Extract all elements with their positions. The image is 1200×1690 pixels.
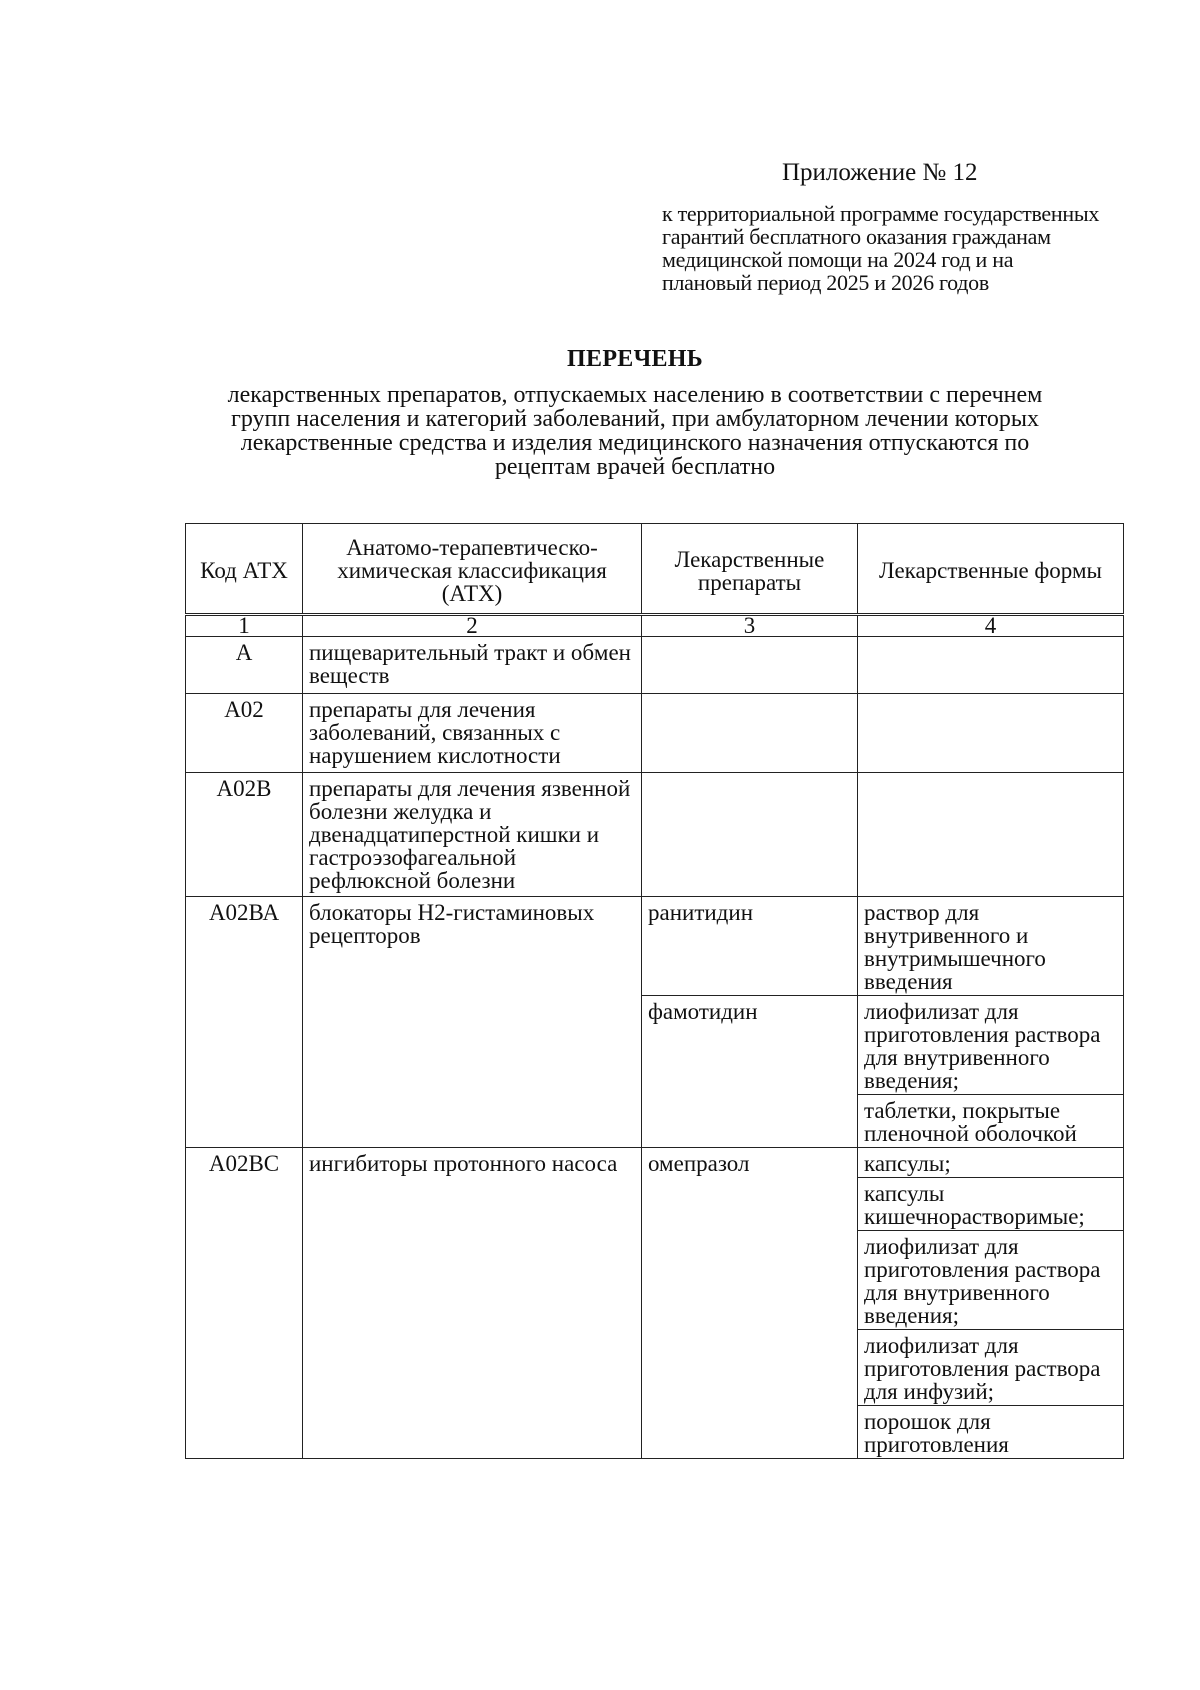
header-code: Код АТХ (186, 524, 303, 615)
drug-form: капсулы кишечнорастворимые; (858, 1177, 1123, 1230)
table-row (186, 637, 1124, 694)
table-row (186, 773, 1124, 897)
document-subtitle: лекарственных препаратов, отпускаемых населению в соответствии с перечнем групп населения и категорий заболеваний, при амбулаторном лечении которых лекарственные средства и изделия медицинского назначения отпускаются по рецептам врачей бесплатно (227, 382, 1043, 480)
drug-name: омепразол (642, 1148, 858, 1459)
atc-classification: блокаторы Н2-гистаминовых рецепторов (303, 897, 642, 1148)
header-forms: Лекарственные формы (858, 524, 1124, 615)
drug-form: порошок для приготовления (858, 1405, 1123, 1458)
document-title: ПЕРЕЧЕНЬ (567, 346, 703, 372)
atc-code: А (186, 637, 303, 694)
drug-name: ранитидин (642, 897, 858, 996)
atc-code: А02 (186, 694, 303, 773)
table-row (186, 1148, 1124, 1459)
drug-name (642, 637, 858, 694)
header-drugs: Лекарственные препараты (642, 524, 858, 615)
column-number: 2 (303, 615, 642, 637)
drug-forms-cell (858, 996, 1124, 1148)
drug-form: лиофилизат для приготовления раствора для внутривенного введения; (864, 999, 1101, 1093)
atc-classification: пищеварительный тракт и обмен веществ (303, 637, 642, 694)
drug-form: раствор для внутривенного и внутримышечного введения (864, 900, 1046, 994)
drug-form: таблетки, покрытые пленочной оболочкой (858, 1094, 1123, 1147)
drug-form: лиофилизат для приготовления раствора для внутривенного введения; (858, 1230, 1123, 1329)
table-row (186, 897, 1124, 996)
drug-form (858, 694, 1124, 773)
drug-forms-cell (858, 1148, 1124, 1459)
drug-name: фамотидин (642, 996, 858, 1148)
table-header-row (186, 524, 1124, 615)
appendix-title: Приложение № 12 (782, 159, 978, 186)
atc-classification: препараты для лечения язвенной болезни желудка и двенадцатиперстной кишки и гастроэзофагеальной рефлюксной болезни (303, 773, 642, 897)
column-number: 3 (642, 615, 858, 637)
drug-name (642, 694, 858, 773)
drug-form (858, 773, 1124, 897)
column-number: 1 (186, 615, 303, 637)
atc-classification: препараты для лечения заболеваний, связанных с нарушением кислотности (303, 694, 642, 773)
atc-code: А02В (186, 773, 303, 897)
drug-form: лиофилизат для приготовления раствора для инфузий; (858, 1329, 1123, 1405)
column-number: 4 (858, 615, 1124, 637)
drug-name (642, 773, 858, 897)
column-number-row (186, 615, 1124, 637)
drug-table (185, 523, 1124, 1459)
drug-form: капсулы; (864, 1151, 951, 1176)
header-classification: Анатомо-терапевтическо-химическая классификация (АТХ) (303, 524, 642, 615)
appendix-note: к территориальной программе государственных гарантий бесплатного оказания гражданам медицинской помощи на 2024 год и на плановый период 2025 и 2026 годов (662, 201, 1100, 295)
atc-code: А02ВА (186, 897, 303, 1148)
table-row (186, 694, 1124, 773)
drug-form (858, 637, 1124, 694)
atc-code: А02ВС (186, 1148, 303, 1459)
atc-classification: ингибиторы протонного насоса (303, 1148, 642, 1459)
drug-forms-cell (858, 897, 1124, 996)
